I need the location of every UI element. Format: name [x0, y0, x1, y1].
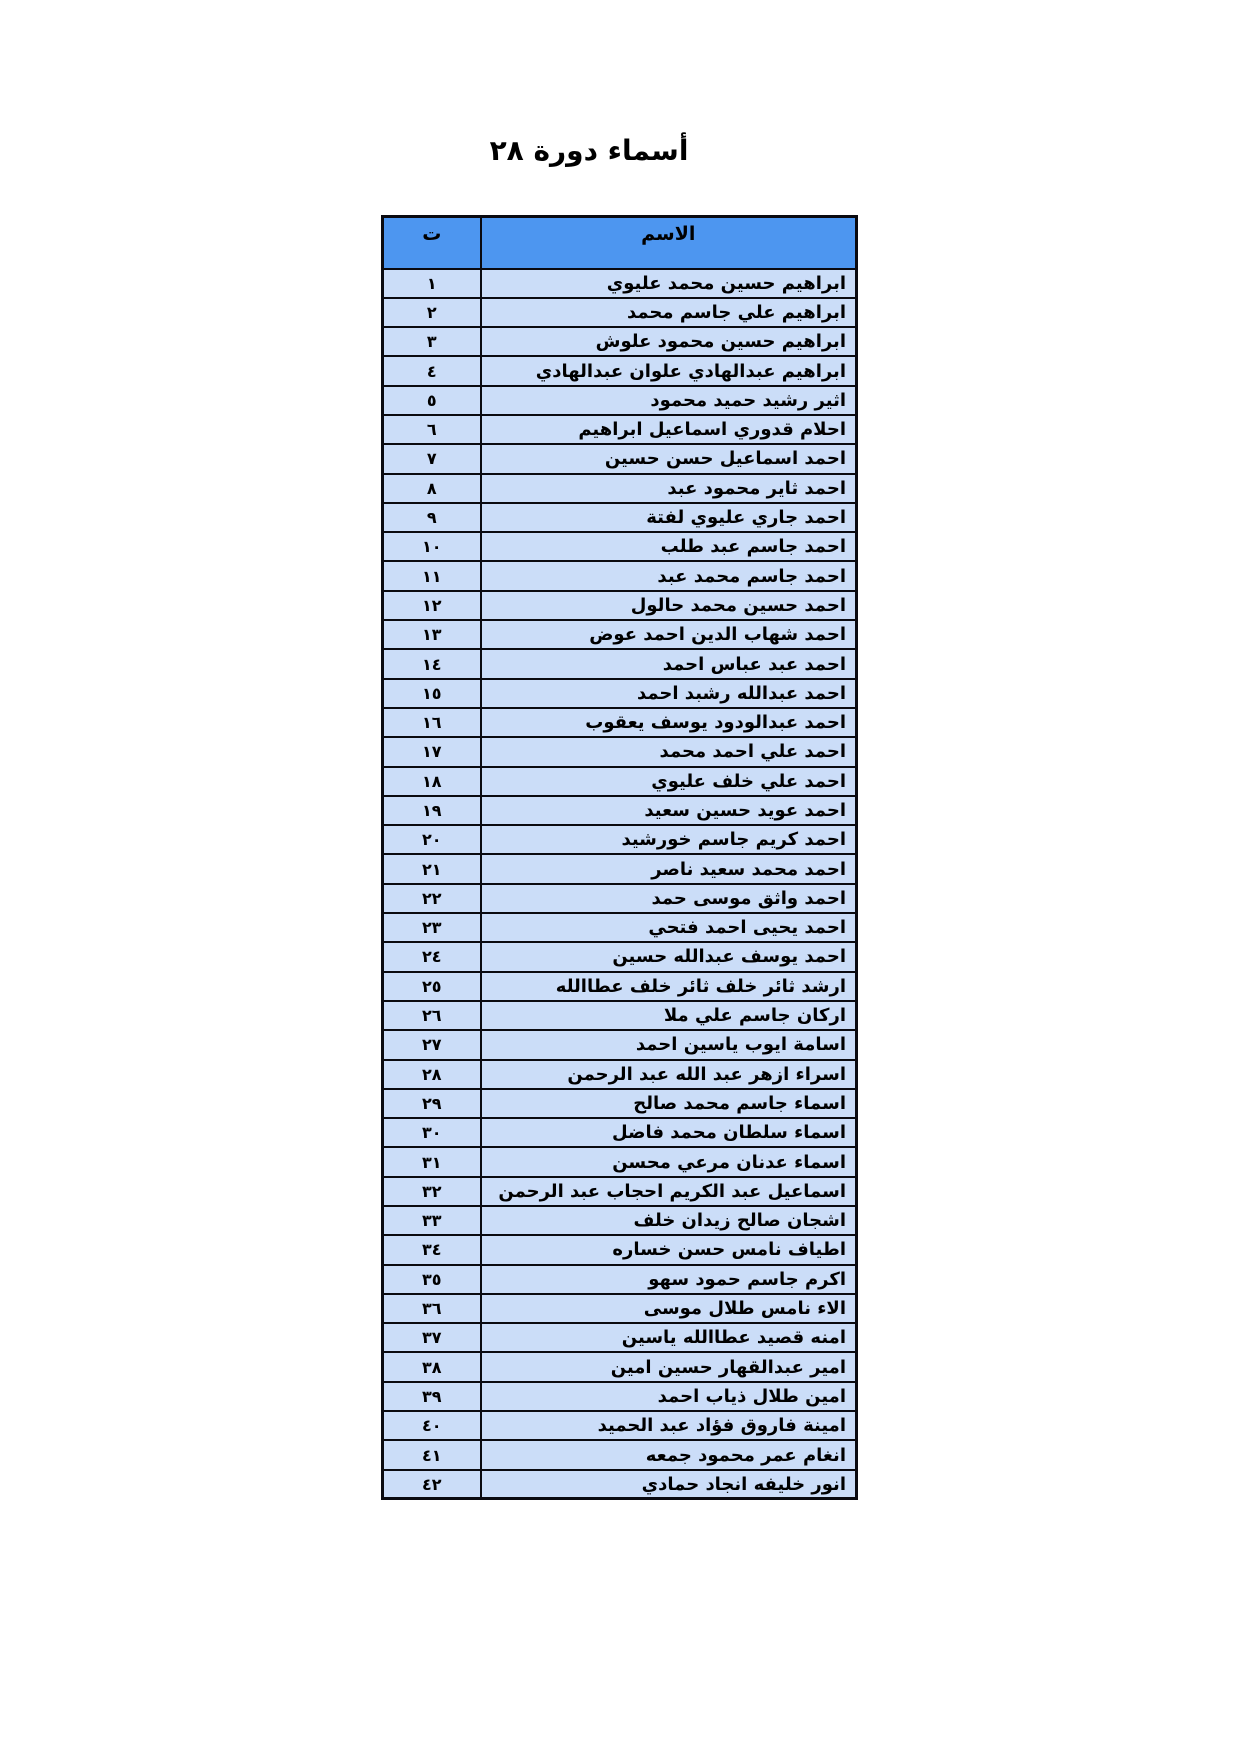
serial-cell: ١٨	[383, 767, 481, 796]
table-row	[383, 386, 857, 415]
name-cell: اسماعيل عبد الكريم احجاب عبد الرحمن	[481, 1177, 857, 1206]
name-cell: احمد اسماعيل حسن حسين	[481, 444, 857, 473]
name-cell: احمد شهاب الدين احمد عوض	[481, 620, 857, 649]
table-row	[383, 269, 857, 298]
table-row	[383, 620, 857, 649]
serial-cell: ٤٢	[383, 1470, 481, 1499]
table-row	[383, 1323, 857, 1352]
serial-cell: ٤	[383, 356, 481, 385]
name-cell: ارشد ثائر خلف ثائر خلف عطاالله	[481, 972, 857, 1001]
table-row	[383, 1265, 857, 1294]
serial-cell: ٣٤	[383, 1235, 481, 1264]
serial-cell: ٣٦	[383, 1294, 481, 1323]
table-row	[383, 942, 857, 971]
table-row	[383, 1440, 857, 1469]
serial-cell: ٢٠	[383, 825, 481, 854]
table-row	[383, 1352, 857, 1381]
name-cell: احلام قدوري اسماعيل ابراهيم	[481, 415, 857, 444]
name-cell: الاء نامس طلال موسى	[481, 1294, 857, 1323]
serial-cell: ١٣	[383, 620, 481, 649]
table-row	[383, 1001, 857, 1030]
name-cell: اشجان صالح زيدان خلف	[481, 1206, 857, 1235]
serial-cell: ١٢	[383, 591, 481, 620]
table-row	[383, 1147, 857, 1176]
name-cell: ابراهيم علي جاسم محمد	[481, 298, 857, 327]
name-cell: اركان جاسم علي ملا	[481, 1001, 857, 1030]
name-cell: احمد كريم جاسم خورشيد	[481, 825, 857, 854]
name-cell: احمد علي احمد محمد	[481, 737, 857, 766]
table-row	[383, 415, 857, 444]
name-cell: اسامة ايوب ياسين احمد	[481, 1030, 857, 1059]
serial-cell: ٣٢	[383, 1177, 481, 1206]
table-row	[383, 708, 857, 737]
table-row	[383, 1060, 857, 1089]
table-row	[383, 1030, 857, 1059]
table-row	[383, 591, 857, 620]
name-cell: اسماء عدنان مرعي محسن	[481, 1147, 857, 1176]
name-cell: امين طلال ذياب احمد	[481, 1382, 857, 1411]
name-cell: امينة فاروق فؤاد عبد الحميد	[481, 1411, 857, 1440]
serial-cell: ٢٧	[383, 1030, 481, 1059]
table-row	[383, 737, 857, 766]
name-cell: احمد علي خلف عليوي	[481, 767, 857, 796]
table-row	[383, 1177, 857, 1206]
table-row	[383, 796, 857, 825]
table-row	[383, 884, 857, 913]
serial-cell: ٣	[383, 327, 481, 356]
serial-cell: ٢٤	[383, 942, 481, 971]
name-cell: احمد عبد عباس احمد	[481, 649, 857, 678]
serial-cell: ١١	[383, 561, 481, 590]
table-row	[383, 913, 857, 942]
serial-cell: ١٤	[383, 649, 481, 678]
name-cell: اكرم جاسم حمود سهو	[481, 1265, 857, 1294]
roster-table-body	[383, 269, 857, 1499]
name-cell: احمد يوسف عبدالله حسين	[481, 942, 857, 971]
roster-table	[381, 215, 858, 1500]
table-row	[383, 767, 857, 796]
serial-cell: ٣١	[383, 1147, 481, 1176]
table-row	[383, 474, 857, 503]
name-cell: اسماء جاسم محمد صالح	[481, 1089, 857, 1118]
name-cell: احمد ثاير محمود عبد	[481, 474, 857, 503]
name-cell: ابراهيم حسين محمود علوش	[481, 327, 857, 356]
name-column-header: الاسم	[481, 217, 857, 269]
name-cell: ابراهيم عبدالهادي علوان عبدالهادي	[481, 356, 857, 385]
serial-cell: ٩	[383, 503, 481, 532]
name-cell: اثير رشيد حميد محمود	[481, 386, 857, 415]
name-cell: احمد عويد حسين سعيد	[481, 796, 857, 825]
table-row	[383, 1118, 857, 1147]
name-cell: احمد عبدالودود يوسف يعقوب	[481, 708, 857, 737]
serial-cell: ٣٠	[383, 1118, 481, 1147]
table-row	[383, 532, 857, 561]
name-cell: احمد جاري عليوي لفتة	[481, 503, 857, 532]
table-row	[383, 1206, 857, 1235]
table-row	[383, 854, 857, 883]
table-row	[383, 1411, 857, 1440]
table-row	[383, 679, 857, 708]
name-cell: اطياف نامس حسن خساره	[481, 1235, 857, 1264]
table-row	[383, 1382, 857, 1411]
serial-cell: ١٧	[383, 737, 481, 766]
serial-cell: ٢٥	[383, 972, 481, 1001]
serial-cell: ١	[383, 269, 481, 298]
name-cell: احمد عبدالله رشبد احمد	[481, 679, 857, 708]
table-row	[383, 444, 857, 473]
table-row	[383, 1235, 857, 1264]
name-cell: احمد محمد سعيد ناصر	[481, 854, 857, 883]
name-cell: اسراء ازهر عبد الله عبد الرحمن	[481, 1060, 857, 1089]
serial-cell: ٣٣	[383, 1206, 481, 1235]
table-row	[383, 825, 857, 854]
table-row	[383, 561, 857, 590]
serial-cell: ٣٨	[383, 1352, 481, 1381]
serial-cell: ٤١	[383, 1440, 481, 1469]
serial-cell: ٥	[383, 386, 481, 415]
serial-cell: ٢٨	[383, 1060, 481, 1089]
name-cell: انغام عمر محمود جمعه	[481, 1440, 857, 1469]
serial-cell: ١٩	[383, 796, 481, 825]
serial-cell: ٢٦	[383, 1001, 481, 1030]
serial-cell: ١٦	[383, 708, 481, 737]
name-cell: احمد جاسم عبد طلب	[481, 532, 857, 561]
serial-cell: ١٥	[383, 679, 481, 708]
table-row	[383, 1089, 857, 1118]
name-cell: امنه قصيد عطاالله ياسين	[481, 1323, 857, 1352]
serial-cell: ٣٧	[383, 1323, 481, 1352]
serial-cell: ٣٥	[383, 1265, 481, 1294]
name-cell: اسماء سلطان محمد فاضل	[481, 1118, 857, 1147]
serial-cell: ٢١	[383, 854, 481, 883]
name-cell: احمد جاسم محمد عبد	[481, 561, 857, 590]
serial-cell: ٢٢	[383, 884, 481, 913]
serial-cell: ٢	[383, 298, 481, 327]
name-cell: احمد حسين محمد حالول	[481, 591, 857, 620]
serial-column-header: ت	[383, 217, 481, 269]
table-row	[383, 972, 857, 1001]
name-cell: احمد واثق موسى حمد	[481, 884, 857, 913]
name-cell: ابراهيم حسين محمد عليوي	[481, 269, 857, 298]
serial-cell: ٦	[383, 415, 481, 444]
serial-cell: ٣٩	[383, 1382, 481, 1411]
serial-cell: ١٠	[383, 532, 481, 561]
name-cell: انور خليفه انجاد حمادي	[481, 1470, 857, 1499]
table-row	[383, 649, 857, 678]
name-cell: امير عبدالقهار حسين امين	[481, 1352, 857, 1381]
table-row	[383, 327, 857, 356]
name-cell: احمد يحيى احمد فتحي	[481, 913, 857, 942]
serial-cell: ٤٠	[383, 1411, 481, 1440]
serial-cell: ٧	[383, 444, 481, 473]
header-row	[383, 217, 857, 269]
serial-cell: ٨	[383, 474, 481, 503]
page-title: أسماء دورة ٢٨	[489, 134, 689, 167]
table-row	[383, 1294, 857, 1323]
serial-cell: ٢٣	[383, 913, 481, 942]
table-row	[383, 298, 857, 327]
table-row	[383, 1470, 857, 1499]
serial-cell: ٢٩	[383, 1089, 481, 1118]
table-row	[383, 356, 857, 385]
table-row	[383, 503, 857, 532]
roster-table-header	[383, 217, 857, 269]
